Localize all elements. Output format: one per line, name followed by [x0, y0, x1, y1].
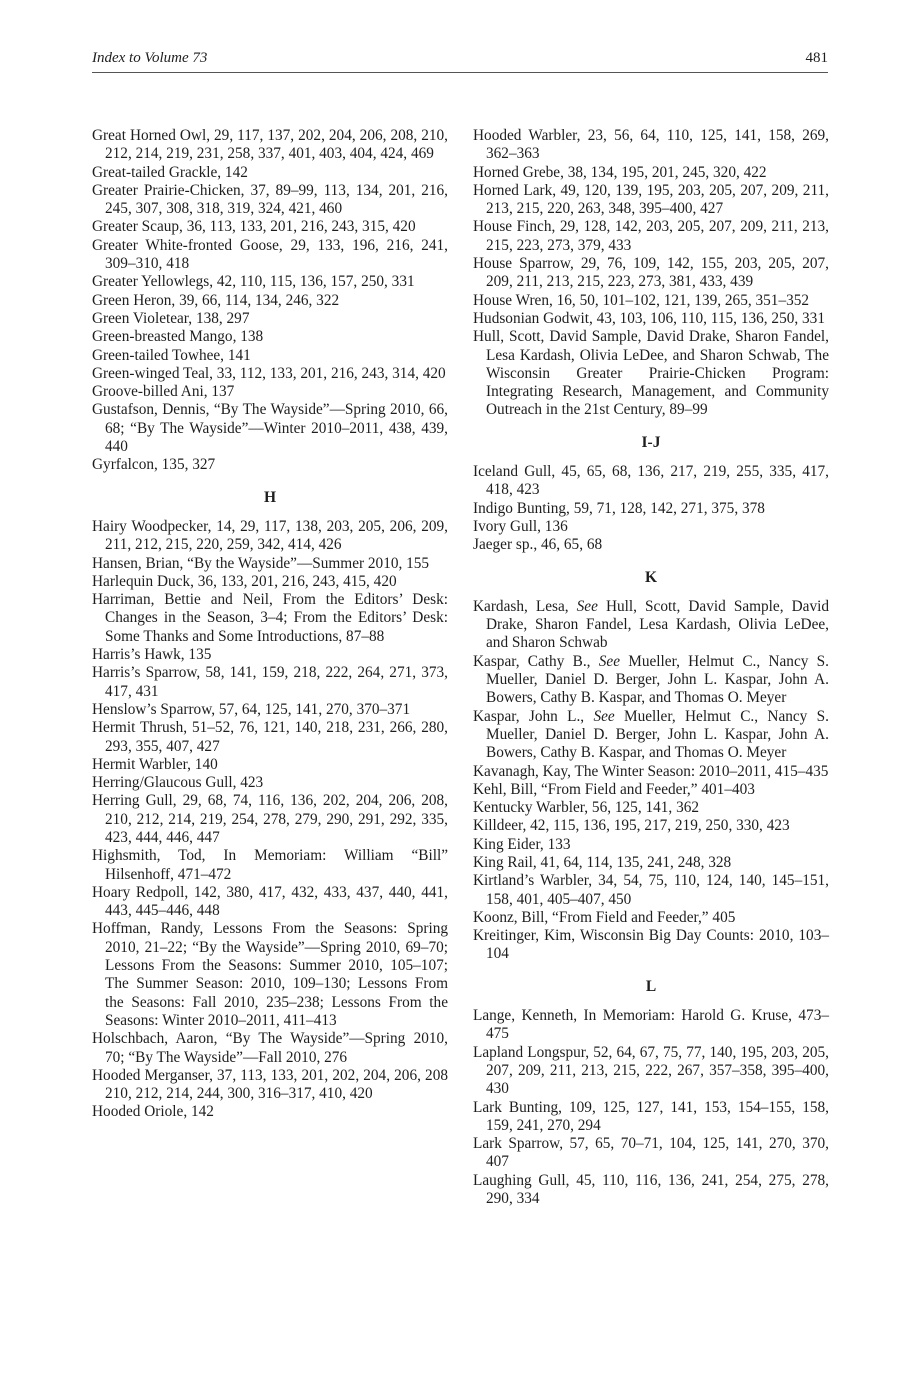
index-column-right	[473, 127, 829, 1208]
index-entry: Kirtland’s Warbler, 34, 54, 75, 110, 124, 140, 145–151, 158, 401, 405–407, 450	[473, 872, 829, 908]
index-entry: Green-breasted Mango, 138	[92, 328, 264, 346]
index-entry: Gyrfalcon, 135, 327	[92, 456, 216, 474]
index-entry: Hermit Thrush, 51–52, 76, 121, 140, 218, 231, 266, 280, 293, 355, 407, 427	[92, 719, 448, 755]
see-reference: See	[576, 597, 598, 615]
index-entry: Greater Scaup, 36, 113, 133, 201, 216, 243, 315, 420	[92, 218, 416, 236]
index-entry: Hooded Warbler, 23, 56, 64, 110, 125, 141, 158, 269, 362–363	[473, 127, 829, 163]
index-entry: Kentucky Warbler, 56, 125, 141, 362	[473, 799, 700, 817]
index-entry: Killdeer, 42, 115, 136, 195, 217, 219, 250, 330, 423	[473, 817, 790, 835]
index-entry	[473, 708, 829, 763]
index-entry: Indigo Bunting, 59, 71, 128, 142, 271, 375, 378	[473, 499, 765, 517]
index-entry: Koonz, Bill, “From Field and Feeder,” 405	[473, 908, 736, 926]
index-entry: Kehl, Bill, “From Field and Feeder,” 401–403	[473, 780, 755, 798]
index-entry: Kavanagh, Kay, The Winter Season: 2010–2011, 415–435	[473, 762, 829, 780]
index-entry	[473, 598, 829, 653]
see-reference: See	[598, 652, 620, 670]
running-head-title: Index to Volume 73	[92, 50, 208, 66]
index-entry: Harlequin Duck, 36, 133, 201, 216, 243, 415, 420	[92, 572, 397, 590]
index-entry: Green-tailed Towhee, 141	[92, 346, 251, 364]
index-entry: Holschbach, Aaron, “By The Wayside”—Spring 2010, 70; “By The Wayside”—Fall 2010, 276	[92, 1030, 448, 1066]
index-entry: Iceland Gull, 45, 65, 68, 136, 217, 219, 255, 335, 417, 418, 423	[473, 463, 829, 499]
index-entry: Hull, Scott, David Sample, David Drake, Sharon Fandel, Lesa Kardash, Olivia LeDee, and Sharon Schwab, The Wisconsin Greater Prairie-Chicken Program: Integrating Research, Management, and Community Outreach in the 21st Century, 89–99	[473, 328, 829, 419]
index-entry: Great Horned Owl, 29, 117, 137, 202, 204, 206, 208, 210, 212, 214, 219, 231, 258, 337, 401, 403, 404, 424, 469	[92, 127, 448, 163]
index-entry: Herring Gull, 29, 68, 74, 116, 136, 202, 204, 206, 208, 210, 212, 214, 219, 254, 278, 279, 290, 291, 292, 335, 423, 444, 446, 447	[92, 792, 448, 846]
index-entry: Lapland Longspur, 52, 64, 67, 75, 77, 140, 195, 203, 205, 207, 209, 211, 213, 215, 222, 267, 357–358, 395–400, 430	[473, 1043, 829, 1098]
section-heading: I-J	[641, 433, 661, 451]
index-entry: Hooded Merganser, 37, 113, 133, 201, 202, 204, 206, 208 210, 212, 214, 244, 300, 316–317, 410, 420	[92, 1066, 448, 1103]
index-entry: Lange, Kenneth, In Memoriam: Harold G. Kruse, 473–475	[473, 1007, 829, 1043]
header-rule	[92, 72, 828, 73]
index-entry: King Eider, 133	[473, 835, 571, 853]
running-head	[92, 50, 828, 72]
see-reference: See	[593, 707, 615, 725]
index-entry: Hermit Warbler, 140	[92, 755, 218, 773]
index-entry: Henslow’s Sparrow, 57, 64, 125, 141, 270, 370–371	[92, 700, 411, 718]
page-number: 481	[805, 50, 828, 66]
index-entry	[473, 653, 829, 708]
index-entry: Jaeger sp., 46, 65, 68	[473, 536, 603, 554]
index-entry: House Sparrow, 29, 76, 109, 142, 155, 203, 205, 207, 209, 211, 213, 215, 223, 273, 381, 433, 439	[473, 255, 829, 291]
index-entry: Hoffman, Randy, Lessons From the Seasons: Spring 2010, 21–22; “By the Wayside”—Spring 2010, 69–70; Lessons From the Seasons: Summer 2010, 105–107; The Summer Season: 2010, 109–130; Lessons From the Seasons: Fall 2010, 235–238; Lessons From the Seasons: Winter 2010–2011, 411–413	[92, 920, 448, 1029]
index-entry: Greater Prairie-Chicken, 37, 89–99, 113, 134, 201, 216, 245, 307, 308, 318, 319, 324, 421, 460	[92, 181, 448, 218]
index-entry: Hansen, Brian, “By the Wayside”—Summer 2010, 155	[92, 554, 430, 572]
index-entry: Gustafson, Dennis, “By The Wayside”—Spring 2010, 66, 68; “By The Wayside”—Winter 2010–2011, 438, 439, 440	[92, 401, 448, 456]
section-heading: K	[644, 568, 658, 586]
index-entry: Hudsonian Godwit, 43, 103, 106, 110, 115, 136, 250, 331	[473, 309, 825, 327]
index-entry: Green-winged Teal, 33, 112, 133, 201, 216, 243, 314, 420	[92, 364, 446, 382]
index-entry: Highsmith, Tod, In Memoriam: William “Bill” Hilsenhoff, 471–472	[92, 847, 448, 883]
index-entry: Lark Sparrow, 57, 65, 70–71, 104, 125, 141, 270, 370, 407	[473, 1135, 829, 1171]
index-entry: Hairy Woodpecker, 14, 29, 117, 138, 203, 205, 206, 209, 211, 212, 215, 220, 259, 342, 414, 426	[92, 517, 448, 554]
entry-name: Kaspar, Cathy B.,	[473, 652, 599, 670]
index-entry: Green Violetear, 138, 297	[92, 309, 250, 327]
index-entry: House Wren, 16, 50, 101–102, 121, 139, 265, 351–352	[473, 291, 810, 309]
index-entry: Lark Bunting, 109, 125, 127, 141, 153, 154–155, 158, 159, 241, 270, 294	[473, 1098, 829, 1134]
index-entry: Hoary Redpoll, 142, 380, 417, 432, 433, 437, 440, 441, 443, 445–446, 448	[92, 883, 448, 920]
entry-name: Kardash, Lesa,	[473, 597, 577, 615]
entry-reference: Mueller, Helmut C., Nancy S. Mueller, Daniel D. Berger, John L. Kaspar, John A. Bowers, Cathy B. Kaspar, and Thomas O. Meyer	[486, 652, 829, 707]
index-entry: Great-tailed Grackle, 142	[92, 163, 248, 181]
index-entry: Laughing Gull, 45, 110, 116, 136, 241, 254, 275, 278, 290, 334	[473, 1171, 829, 1208]
entry-reference: Hull, Scott, David Sample, David Drake, Sharon Fandel, Lesa Kardash, Olivia LeDee, and Sharon Schwab	[486, 597, 829, 652]
index-entry: King Rail, 41, 64, 114, 135, 241, 248, 328	[473, 853, 732, 871]
index-entry: Herring/Glaucous Gull, 423	[92, 774, 264, 792]
index-entry: Groove-billed Ani, 137	[92, 383, 235, 401]
index-entry: Kreitinger, Kim, Wisconsin Big Day Counts: 2010, 103–104	[473, 927, 829, 963]
index-entry: Greater Yellowlegs, 42, 110, 115, 136, 157, 250, 331	[92, 273, 415, 291]
index-entry: House Finch, 29, 128, 142, 203, 205, 207, 209, 211, 213, 215, 223, 273, 379, 433	[473, 218, 829, 254]
section-heading: L	[645, 977, 657, 995]
entry-name: Kaspar, John L.,	[473, 707, 594, 725]
index-entry: Green Heron, 39, 66, 114, 134, 246, 322	[92, 291, 340, 309]
index-entry: Horned Grebe, 38, 134, 195, 201, 245, 320, 422	[473, 163, 767, 181]
index-entry: Greater White-fronted Goose, 29, 133, 196, 216, 241, 309–310, 418	[92, 236, 448, 273]
entry-reference: Mueller, Helmut C., Nancy S. Mueller, Daniel D. Berger, John L. Kaspar, John A. Bowers, Cathy B. Kaspar, and Thomas O. Meyer	[486, 707, 829, 762]
section-heading: H	[263, 488, 277, 506]
index-entry: Horned Lark, 49, 120, 139, 195, 203, 205, 207, 209, 211, 213, 215, 220, 263, 348, 395–400, 427	[473, 181, 829, 218]
index-entry: Harris’s Sparrow, 58, 141, 159, 218, 222, 264, 271, 373, 417, 431	[92, 664, 448, 700]
index-entry: Harriman, Bettie and Neil, From the Editors’ Desk: Changes in the Season, 3–4; From the Editors’ Desk: Some Thanks and Some Introductions, 87–88	[92, 591, 448, 645]
index-entry: Hooded Oriole, 142	[92, 1103, 214, 1121]
index-entry: Harris’s Hawk, 135	[92, 646, 212, 664]
index-column-left	[92, 127, 448, 1122]
index-entry: Ivory Gull, 136	[473, 517, 568, 535]
